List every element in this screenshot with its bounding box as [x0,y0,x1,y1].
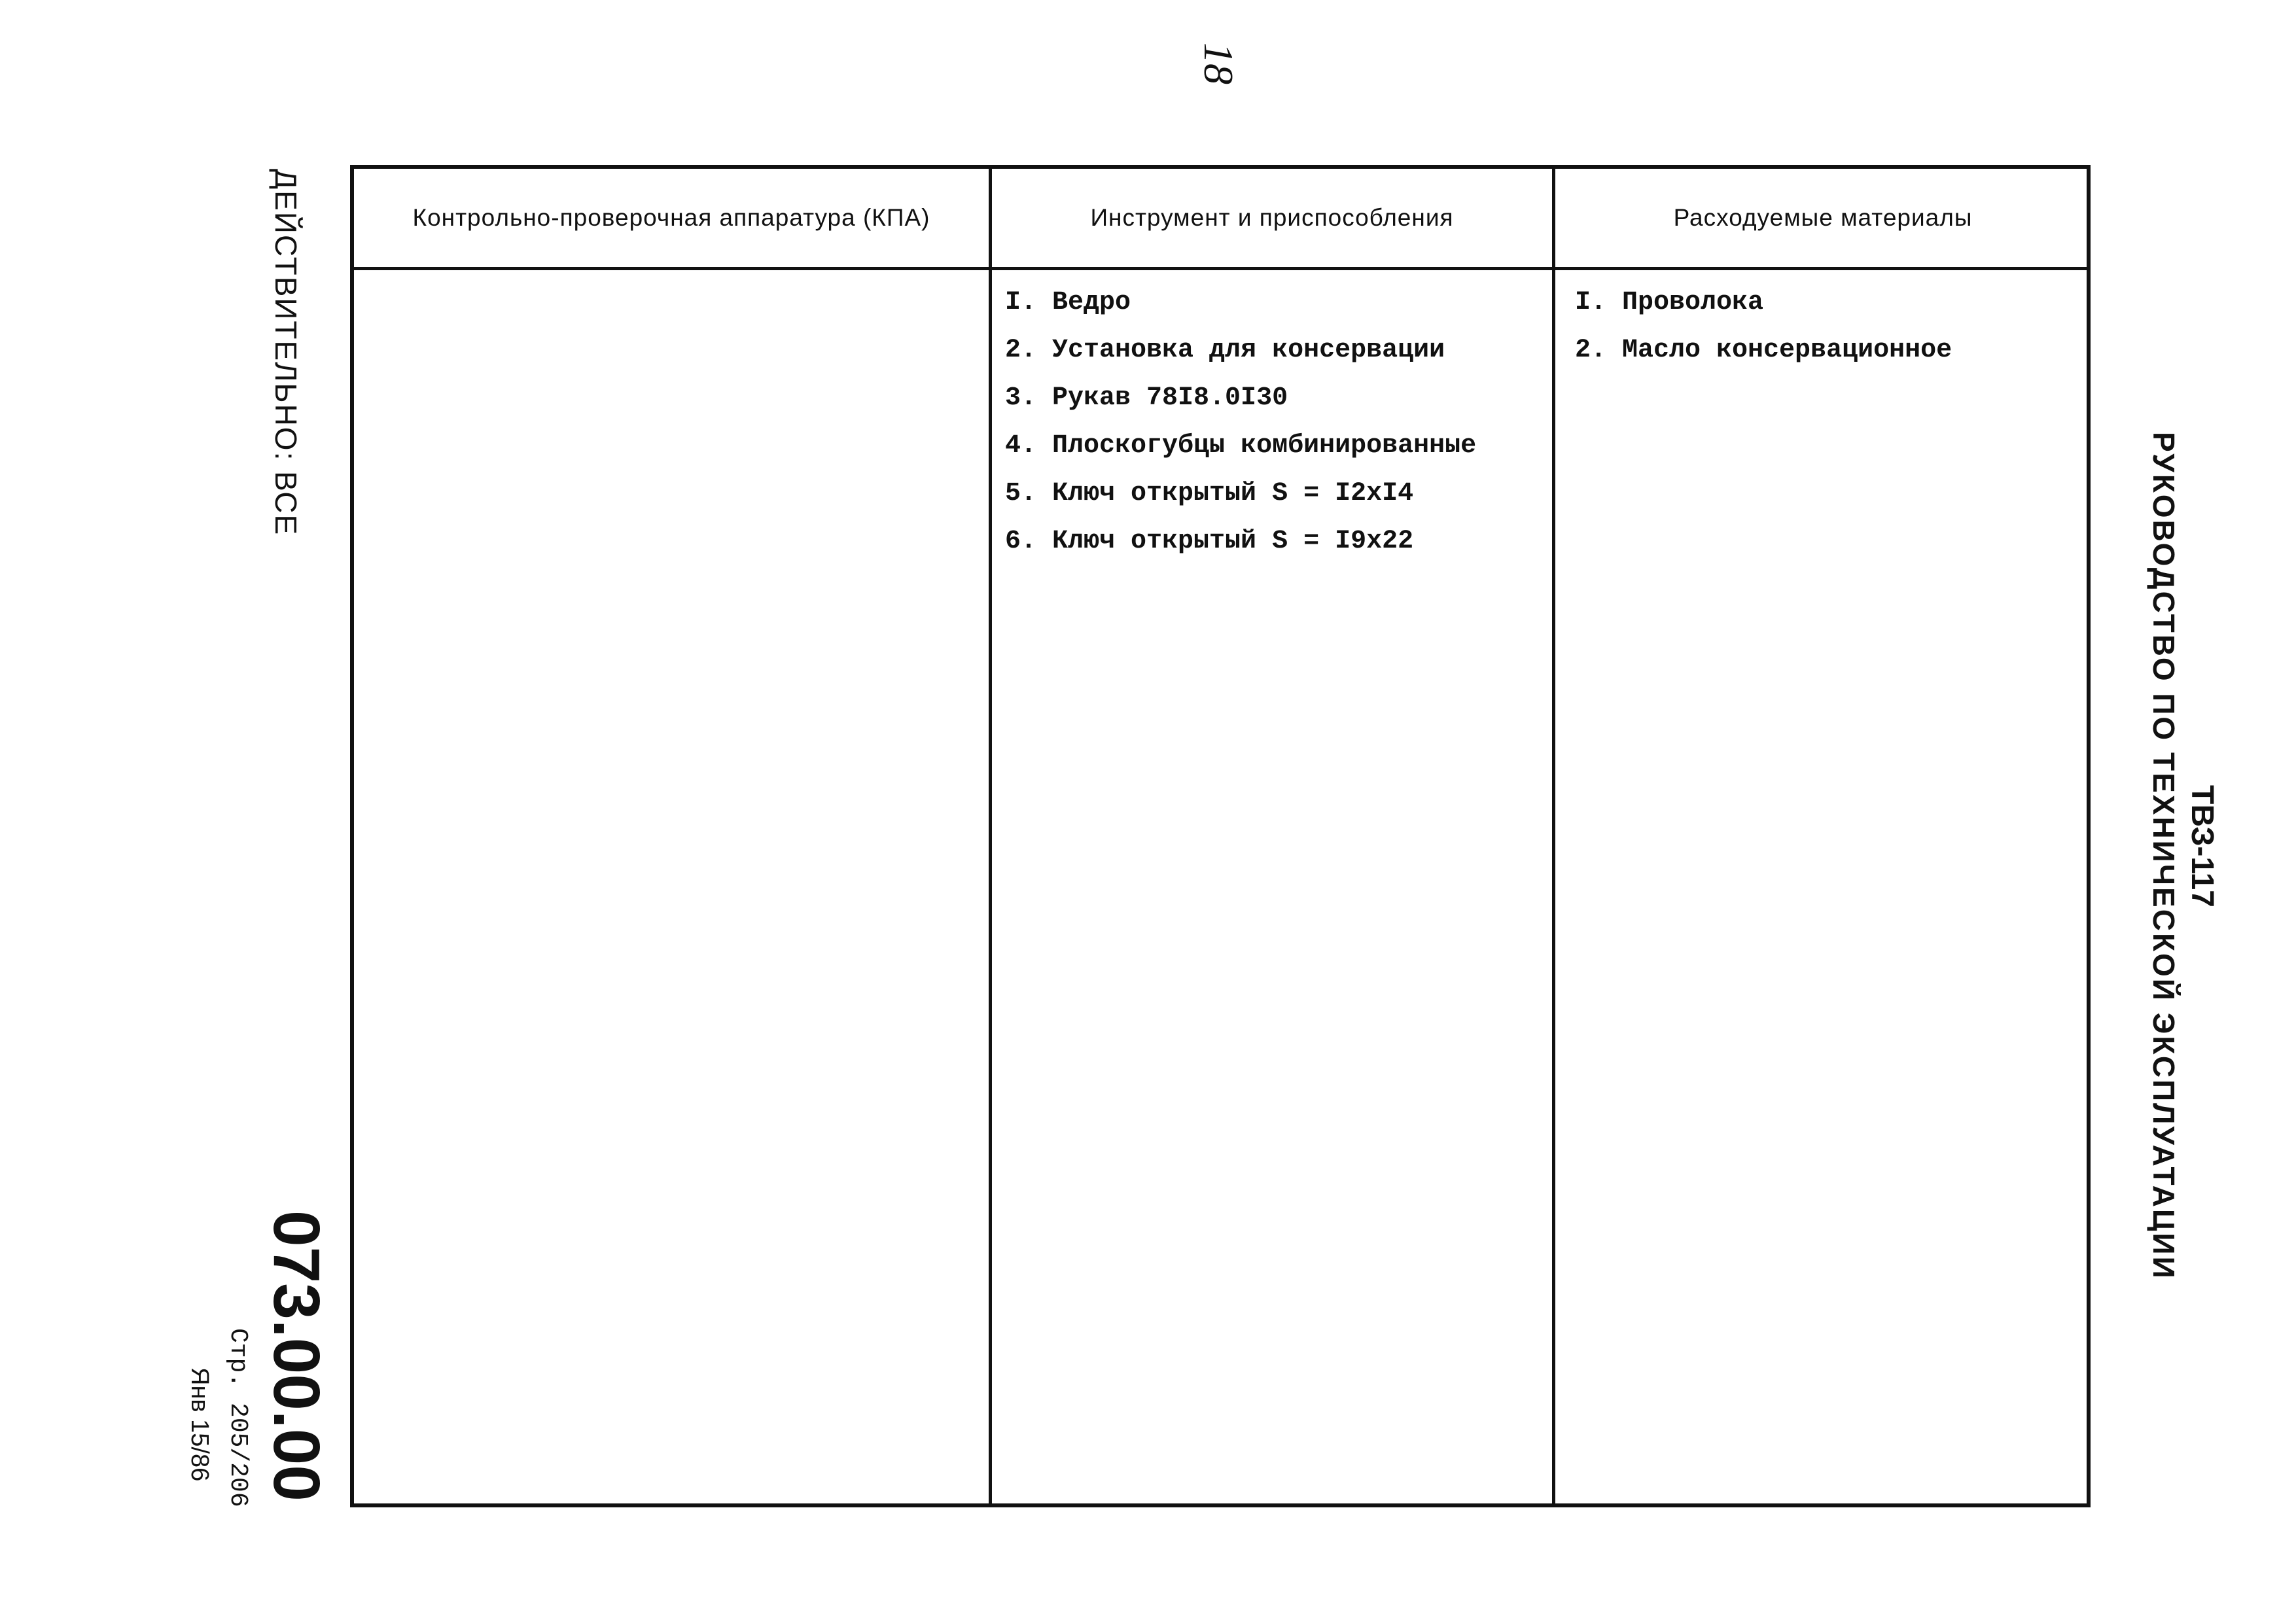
list-item: I. Проволока [1575,288,1764,317]
header-test-equipment: Контрольно-проверочная аппаратура (КПА) [412,204,930,231]
equipment-table [350,165,2091,1507]
header-materials: Расходуемые материалы [1673,204,1973,231]
materials-list [1575,283,1952,379]
manual-title: РУКОВОДСТВО ПО ТЕХНИЧЕСКОЙ ЭКСПЛУАТАЦИИ [2147,432,2181,1280]
column-divider [989,169,992,1503]
page-number: Стр. 205/206 [224,1328,252,1507]
list-item: I. Ведро [1005,288,1131,317]
list-item: 3. Рукав 78I8.0I30 [1005,383,1288,413]
column-divider [1552,169,1555,1503]
list-item: 6. Ключ открытый S = I9x22 [1005,527,1414,556]
effectivity-label: ДЕЙСТВИТЕЛЬНО: ВСЕ [269,169,303,536]
doc-number: 073.00.00 [260,1210,333,1501]
list-item: 5. Ключ открытый S = I2xI4 [1005,479,1414,508]
revision-date: Янв 15/86 [186,1367,213,1482]
page-mark: 18 [1195,43,1242,84]
header-divider [354,267,2087,270]
engine-model: ТВЗ-117 [2185,785,2219,907]
list-item: 2. Масло консервационное [1575,336,1952,365]
list-item: 2. Установка для консервации [1005,336,1445,365]
header-tools: Инструмент и приспособления [1090,204,1454,231]
tools-list [1005,283,1476,570]
list-item: 4. Плоскогубцы комбинированные [1005,431,1477,461]
